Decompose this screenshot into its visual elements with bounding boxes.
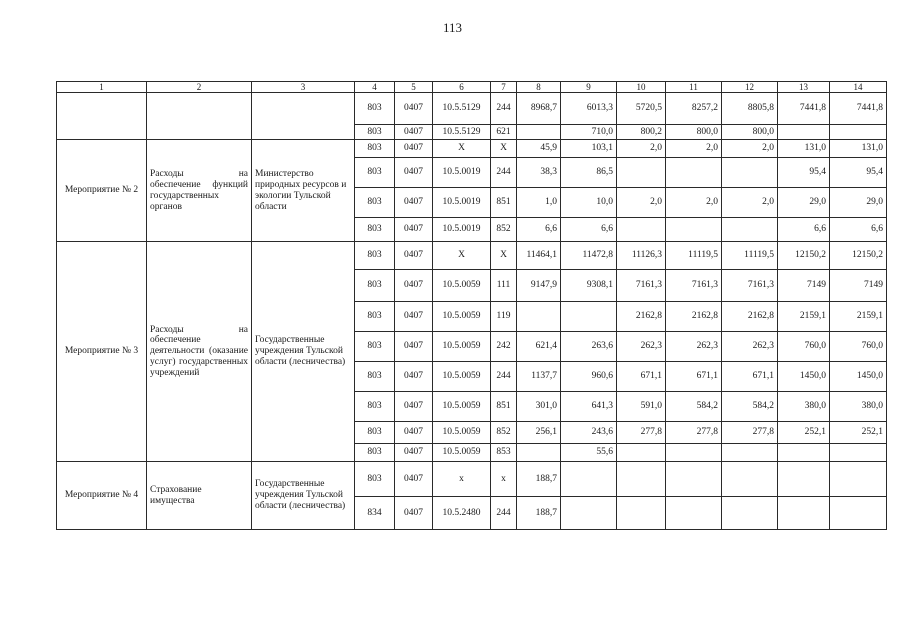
value-cell-col-7: 244 <box>491 497 517 530</box>
value-cell-col-11 <box>666 497 722 530</box>
value-cell-col-10 <box>617 218 666 242</box>
value-cell-col-14 <box>830 444 887 462</box>
value-cell-col-9: 9308,1 <box>561 270 617 302</box>
header-cell-5: 5 <box>395 82 433 93</box>
budget-table <box>56 81 887 530</box>
purpose-cell: Страхование имущества <box>147 462 252 530</box>
value-cell-col-5: 0407 <box>395 444 433 462</box>
value-cell-col-5: 0407 <box>395 242 433 270</box>
value-cell-col-13: 7441,8 <box>778 93 830 125</box>
value-cell-col-12: 584,2 <box>722 392 778 422</box>
value-cell-col-7: 244 <box>491 158 517 188</box>
header-cell-14: 14 <box>830 82 887 93</box>
value-cell-col-12 <box>722 218 778 242</box>
value-cell-col-10: 2,0 <box>617 188 666 218</box>
value-cell-col-4: 803 <box>355 302 395 332</box>
value-cell-col-10: 277,8 <box>617 422 666 444</box>
value-cell-col-10: 7161,3 <box>617 270 666 302</box>
value-cell-col-13: 29,0 <box>778 188 830 218</box>
value-cell-col-6: Х <box>433 140 491 158</box>
value-cell-col-12: 2,0 <box>722 140 778 158</box>
value-cell-col-6: 10.5.5129 <box>433 125 491 140</box>
value-cell-col-7: 244 <box>491 93 517 125</box>
value-cell-col-14: 380,0 <box>830 392 887 422</box>
executor-cell: Государственные учреждения Тульской области (лесничества) <box>252 242 355 462</box>
value-cell-col-12 <box>722 158 778 188</box>
value-cell-col-12: 262,3 <box>722 332 778 362</box>
value-cell-col-4: 803 <box>355 462 395 497</box>
value-cell-col-12 <box>722 497 778 530</box>
value-cell-col-13: 760,0 <box>778 332 830 362</box>
header-cell-8: 8 <box>517 82 561 93</box>
value-cell-col-5: 0407 <box>395 158 433 188</box>
value-cell-col-10 <box>617 462 666 497</box>
value-cell-col-10 <box>617 158 666 188</box>
value-cell-col-4: 803 <box>355 270 395 302</box>
header-cell-11: 11 <box>666 82 722 93</box>
value-cell-col-10: 2,0 <box>617 140 666 158</box>
value-cell-col-4: 803 <box>355 362 395 392</box>
value-cell-col-11: 277,8 <box>666 422 722 444</box>
value-cell-col-12: 2,0 <box>722 188 778 218</box>
value-cell-col-9: 641,3 <box>561 392 617 422</box>
value-cell-col-8: 1,0 <box>517 188 561 218</box>
value-cell-col-13 <box>778 125 830 140</box>
value-cell-col-4: 803 <box>355 140 395 158</box>
value-cell-col-4: 834 <box>355 497 395 530</box>
value-cell-col-9 <box>561 462 617 497</box>
value-cell-col-9: 263,6 <box>561 332 617 362</box>
value-cell-col-13: 6,6 <box>778 218 830 242</box>
value-cell-col-14: 252,1 <box>830 422 887 444</box>
value-cell-col-8: 11464,1 <box>517 242 561 270</box>
value-cell-col-10 <box>617 444 666 462</box>
value-cell-col-11: 671,1 <box>666 362 722 392</box>
value-cell-col-9: 243,6 <box>561 422 617 444</box>
measure-cell <box>57 93 147 140</box>
header-cell-12: 12 <box>722 82 778 93</box>
value-cell-col-14 <box>830 462 887 497</box>
value-cell-col-8: 6,6 <box>517 218 561 242</box>
value-cell-col-14 <box>830 497 887 530</box>
header-cell-1: 1 <box>57 82 147 93</box>
value-cell-col-13: 2159,1 <box>778 302 830 332</box>
value-cell-col-12: 800,0 <box>722 125 778 140</box>
value-cell-col-4: 803 <box>355 158 395 188</box>
value-cell-col-14: 7149 <box>830 270 887 302</box>
value-cell-col-9: 103,1 <box>561 140 617 158</box>
value-cell-col-8: 8968,7 <box>517 93 561 125</box>
value-cell-col-4: 803 <box>355 422 395 444</box>
measure-cell: Мероприятие № 2 <box>57 140 147 242</box>
value-cell-col-9: 55,6 <box>561 444 617 462</box>
value-cell-col-13: 12150,2 <box>778 242 830 270</box>
value-cell-col-5: 0407 <box>395 462 433 497</box>
value-cell-col-5: 0407 <box>395 270 433 302</box>
value-cell-col-12: 2162,8 <box>722 302 778 332</box>
value-cell-col-5: 0407 <box>395 422 433 444</box>
table-row <box>57 242 887 270</box>
value-cell-col-6: 10.5.0019 <box>433 188 491 218</box>
value-cell-col-4: 803 <box>355 392 395 422</box>
value-cell-col-11 <box>666 462 722 497</box>
value-cell-col-8: 38,3 <box>517 158 561 188</box>
value-cell-col-11: 8257,2 <box>666 93 722 125</box>
value-cell-col-13: 7149 <box>778 270 830 302</box>
value-cell-col-4: 803 <box>355 218 395 242</box>
value-cell-col-7: 853 <box>491 444 517 462</box>
value-cell-col-7: 242 <box>491 332 517 362</box>
value-cell-col-5: 0407 <box>395 125 433 140</box>
value-cell-col-9: 710,0 <box>561 125 617 140</box>
value-cell-col-6: 10.5.0059 <box>433 444 491 462</box>
value-cell-col-12 <box>722 462 778 497</box>
value-cell-col-13: 131,0 <box>778 140 830 158</box>
value-cell-col-7: Х <box>491 242 517 270</box>
value-cell-col-9: 86,5 <box>561 158 617 188</box>
table-row <box>57 462 887 497</box>
value-cell-col-14: 6,6 <box>830 218 887 242</box>
value-cell-col-10: 5720,5 <box>617 93 666 125</box>
value-cell-col-5: 0407 <box>395 362 433 392</box>
header-cell-10: 10 <box>617 82 666 93</box>
value-cell-col-6: 10.5.2480 <box>433 497 491 530</box>
header-cell-3: 3 <box>252 82 355 93</box>
value-cell-col-4: 803 <box>355 188 395 218</box>
measure-cell: Мероприятие № 4 <box>57 462 147 530</box>
purpose-cell: Расходы на обеспечение функций государственных органов <box>147 140 252 242</box>
value-cell-col-12 <box>722 444 778 462</box>
value-cell-col-9: 10,0 <box>561 188 617 218</box>
value-cell-col-11 <box>666 218 722 242</box>
value-cell-col-4: 803 <box>355 93 395 125</box>
purpose-cell: Расходы на обеспечение деятельности (оказание услуг) государственных учреждений <box>147 242 252 462</box>
value-cell-col-14 <box>830 125 887 140</box>
value-cell-col-13: 1450,0 <box>778 362 830 392</box>
value-cell-col-6: 10.5.0059 <box>433 270 491 302</box>
value-cell-col-5: 0407 <box>395 302 433 332</box>
value-cell-col-7: 852 <box>491 218 517 242</box>
value-cell-col-7: х <box>491 462 517 497</box>
value-cell-col-9: 6013,3 <box>561 93 617 125</box>
value-cell-col-9: 960,6 <box>561 362 617 392</box>
value-cell-col-7: 852 <box>491 422 517 444</box>
value-cell-col-13: 95,4 <box>778 158 830 188</box>
value-cell-col-11: 7161,3 <box>666 270 722 302</box>
value-cell-col-5: 0407 <box>395 497 433 530</box>
value-cell-col-8: 621,4 <box>517 332 561 362</box>
value-cell-col-6: х <box>433 462 491 497</box>
table-row <box>57 93 887 125</box>
value-cell-col-8: 188,7 <box>517 497 561 530</box>
value-cell-col-11: 262,3 <box>666 332 722 362</box>
value-cell-col-12: 8805,8 <box>722 93 778 125</box>
value-cell-col-6: 10.5.0059 <box>433 422 491 444</box>
value-cell-col-7: 851 <box>491 392 517 422</box>
value-cell-col-11: 2162,8 <box>666 302 722 332</box>
measure-cell: Мероприятие № 3 <box>57 242 147 462</box>
header-cell-13: 13 <box>778 82 830 93</box>
value-cell-col-6: 10.5.0059 <box>433 332 491 362</box>
value-cell-col-13: 252,1 <box>778 422 830 444</box>
value-cell-col-5: 0407 <box>395 392 433 422</box>
value-cell-col-14: 95,4 <box>830 158 887 188</box>
value-cell-col-9 <box>561 302 617 332</box>
value-cell-col-10: 671,1 <box>617 362 666 392</box>
value-cell-col-11: 584,2 <box>666 392 722 422</box>
value-cell-col-11: 800,0 <box>666 125 722 140</box>
header-row <box>57 82 887 93</box>
value-cell-col-12: 277,8 <box>722 422 778 444</box>
value-cell-col-10: 800,2 <box>617 125 666 140</box>
value-cell-col-12: 7161,3 <box>722 270 778 302</box>
value-cell-col-11: 2,0 <box>666 140 722 158</box>
value-cell-col-4: 803 <box>355 242 395 270</box>
value-cell-col-13 <box>778 462 830 497</box>
value-cell-col-8: 301,0 <box>517 392 561 422</box>
value-cell-col-4: 803 <box>355 125 395 140</box>
page-number: 113 <box>442 20 463 35</box>
header-cell-7: 7 <box>491 82 517 93</box>
value-cell-col-8: 188,7 <box>517 462 561 497</box>
value-cell-col-14: 131,0 <box>830 140 887 158</box>
value-cell-col-10 <box>617 497 666 530</box>
value-cell-col-10: 262,3 <box>617 332 666 362</box>
value-cell-col-7: 621 <box>491 125 517 140</box>
header-cell-2: 2 <box>147 82 252 93</box>
value-cell-col-7: 244 <box>491 362 517 392</box>
value-cell-col-12: 671,1 <box>722 362 778 392</box>
value-cell-col-10: 11126,3 <box>617 242 666 270</box>
value-cell-col-9: 11472,8 <box>561 242 617 270</box>
header-cell-4: 4 <box>355 82 395 93</box>
value-cell-col-8: 1137,7 <box>517 362 561 392</box>
value-cell-col-13 <box>778 497 830 530</box>
executor-cell: Государственные учреждения Тульской области (лесничества) <box>252 462 355 530</box>
budget-body <box>57 82 887 530</box>
value-cell-col-7: 119 <box>491 302 517 332</box>
executor-cell: Министерство природных ресурсов и экологии Тульской области <box>252 140 355 242</box>
header-cell-9: 9 <box>561 82 617 93</box>
table-row <box>57 140 887 158</box>
value-cell-col-11 <box>666 444 722 462</box>
value-cell-col-8: 45,9 <box>517 140 561 158</box>
value-cell-col-5: 0407 <box>395 140 433 158</box>
value-cell-col-11 <box>666 158 722 188</box>
value-cell-col-11: 2,0 <box>666 188 722 218</box>
value-cell-col-9: 6,6 <box>561 218 617 242</box>
value-cell-col-10: 2162,8 <box>617 302 666 332</box>
value-cell-col-4: 803 <box>355 332 395 362</box>
value-cell-col-10: 591,0 <box>617 392 666 422</box>
value-cell-col-14: 760,0 <box>830 332 887 362</box>
value-cell-col-8: 9147,9 <box>517 270 561 302</box>
value-cell-col-4: 803 <box>355 444 395 462</box>
value-cell-col-13 <box>778 444 830 462</box>
value-cell-col-12: 11119,5 <box>722 242 778 270</box>
value-cell-col-14: 1450,0 <box>830 362 887 392</box>
value-cell-col-6: 10.5.0059 <box>433 392 491 422</box>
value-cell-col-5: 0407 <box>395 188 433 218</box>
value-cell-col-9 <box>561 497 617 530</box>
header-cell-6: 6 <box>433 82 491 93</box>
value-cell-col-8 <box>517 125 561 140</box>
value-cell-col-5: 0407 <box>395 332 433 362</box>
value-cell-col-14: 12150,2 <box>830 242 887 270</box>
value-cell-col-6: 10.5.0019 <box>433 158 491 188</box>
value-cell-col-6: 10.5.0059 <box>433 302 491 332</box>
value-cell-col-7: 851 <box>491 188 517 218</box>
executor-cell <box>252 93 355 140</box>
purpose-cell <box>147 93 252 140</box>
value-cell-col-6: 10.5.5129 <box>433 93 491 125</box>
value-cell-col-6: 10.5.0019 <box>433 218 491 242</box>
value-cell-col-8 <box>517 444 561 462</box>
value-cell-col-7: 111 <box>491 270 517 302</box>
value-cell-col-6: 10.5.0059 <box>433 362 491 392</box>
value-cell-col-14: 2159,1 <box>830 302 887 332</box>
value-cell-col-13: 380,0 <box>778 392 830 422</box>
value-cell-col-11: 11119,5 <box>666 242 722 270</box>
value-cell-col-5: 0407 <box>395 218 433 242</box>
value-cell-col-5: 0407 <box>395 93 433 125</box>
value-cell-col-14: 7441,8 <box>830 93 887 125</box>
value-cell-col-8 <box>517 302 561 332</box>
value-cell-col-14: 29,0 <box>830 188 887 218</box>
value-cell-col-6: Х <box>433 242 491 270</box>
value-cell-col-7: Х <box>491 140 517 158</box>
value-cell-col-8: 256,1 <box>517 422 561 444</box>
